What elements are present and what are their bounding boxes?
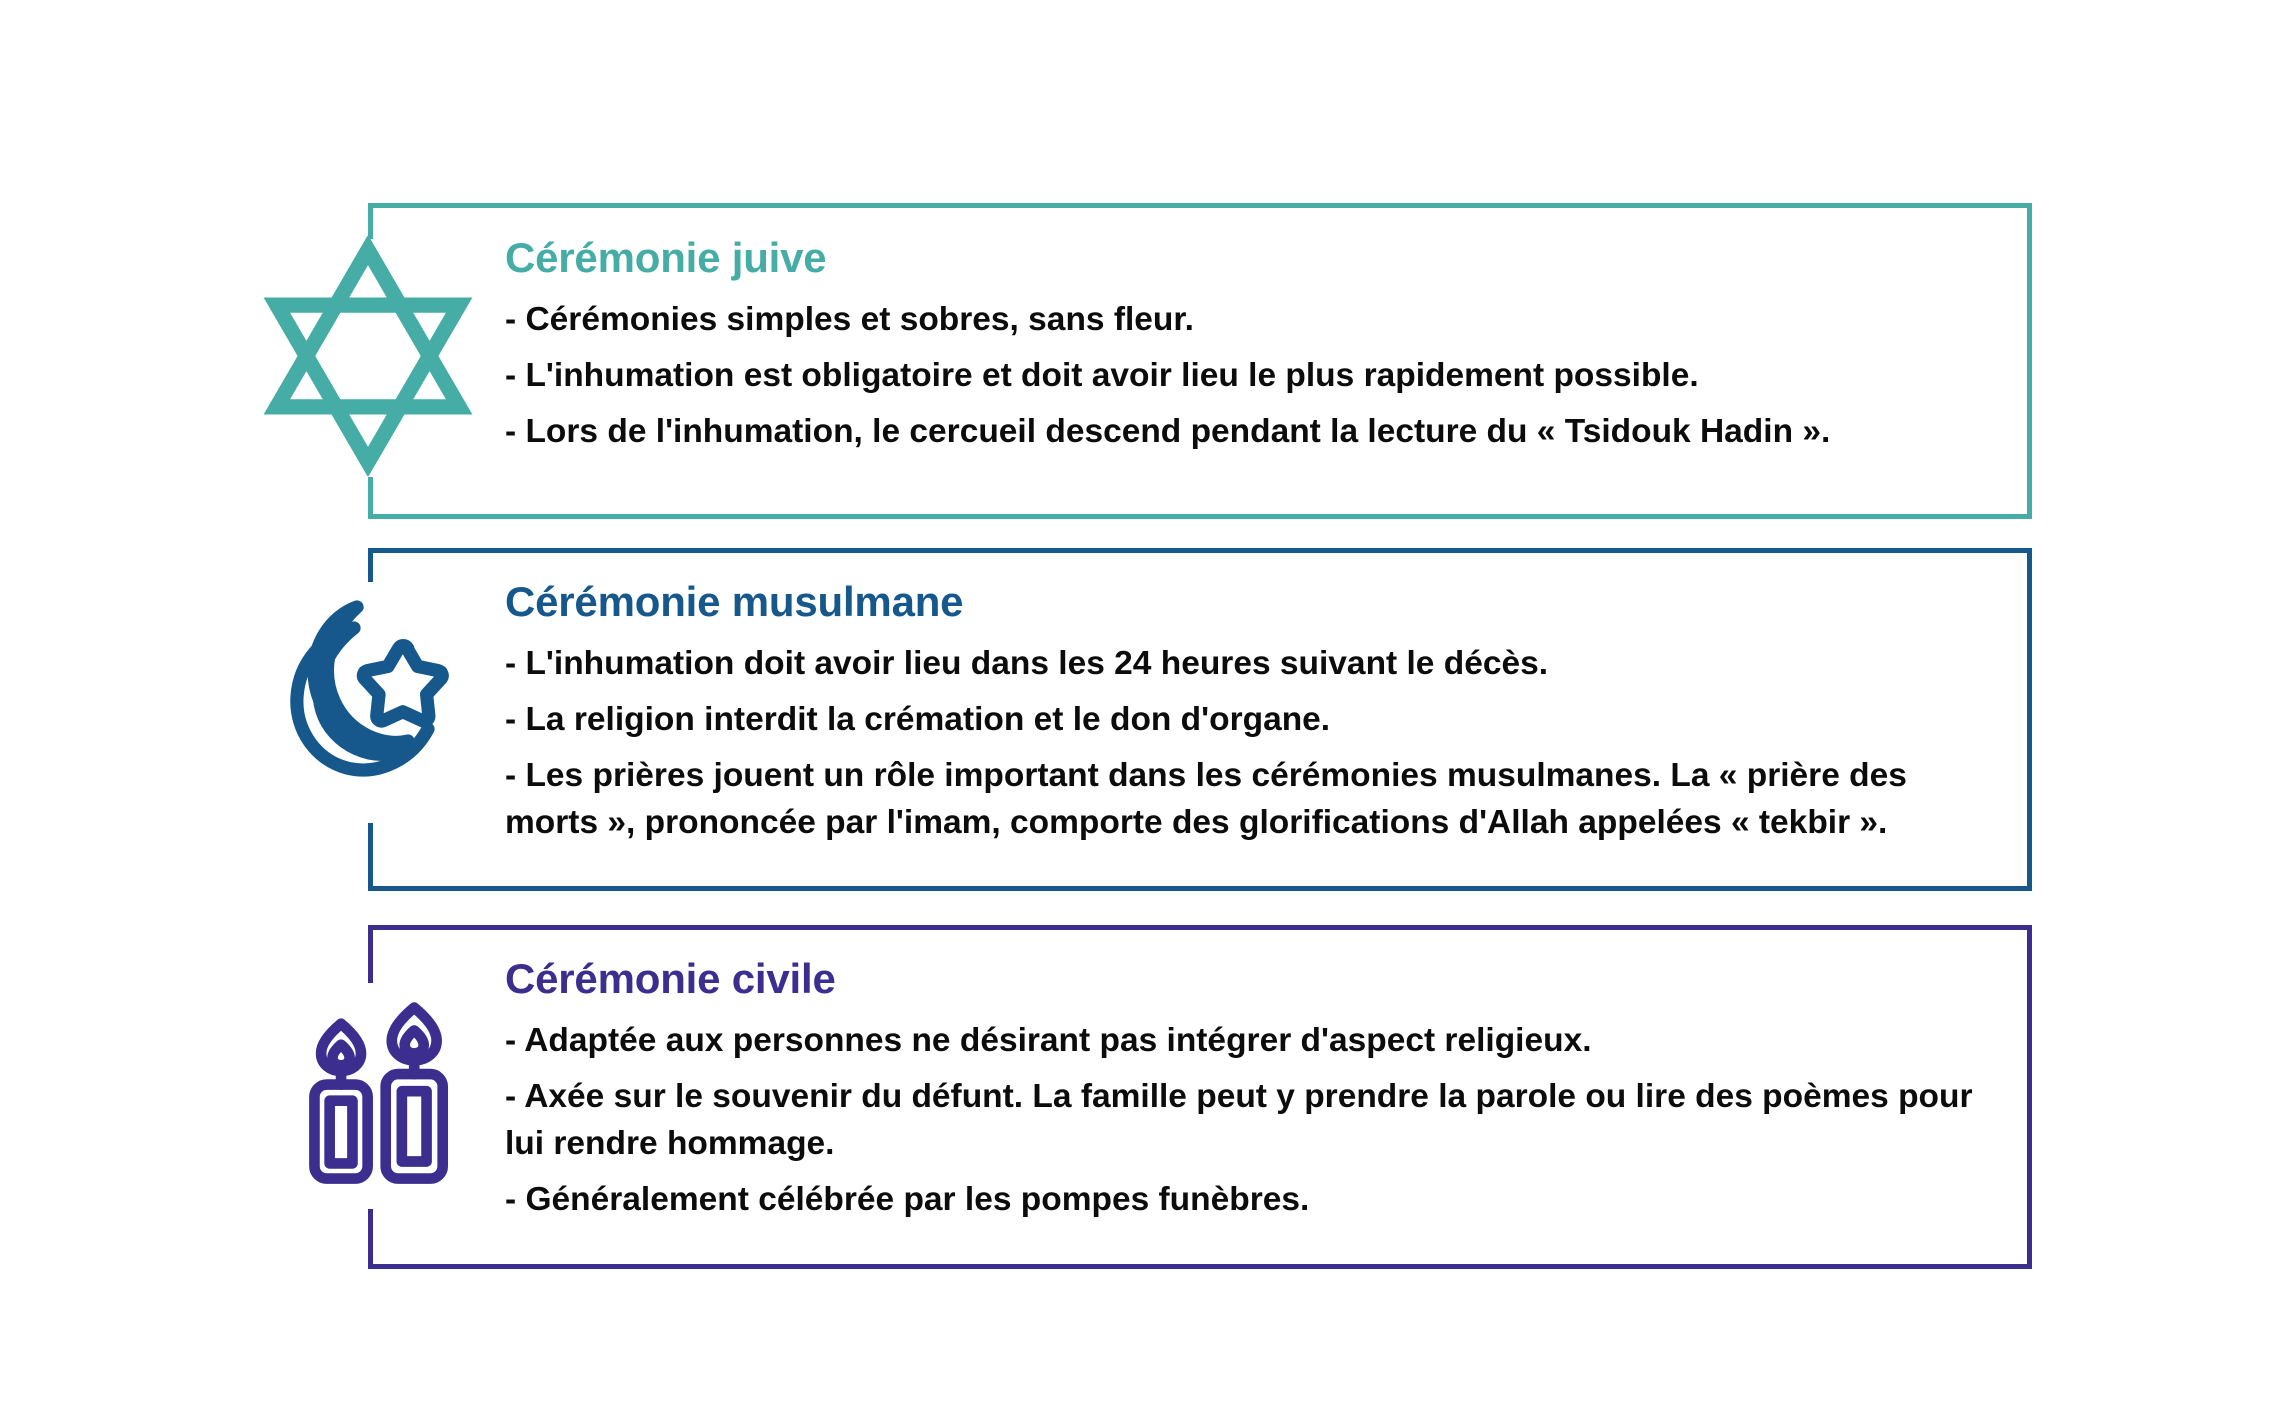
card-title-musulmane: Cérémonie musulmane [505, 578, 964, 625]
card-border-left-lower [368, 823, 373, 891]
card-border-right [2027, 925, 2032, 1269]
card-border-bottom [368, 514, 2032, 519]
card-content-musulmane [505, 578, 1985, 847]
card-border-left-upper [368, 548, 373, 582]
two-candles-icon [300, 1000, 460, 1190]
bullet-item: - Adaptée aux personnes ne désirant pas intégrer d'aspect religieux. [505, 1022, 1592, 1060]
card-border-top [368, 548, 2032, 553]
card-border-left-upper [368, 203, 373, 239]
card-border-bottom [368, 1264, 2032, 1269]
card-border-bottom [368, 886, 2032, 891]
bullet-item: - L'inhumation doit avoir lieu dans les 24 heures suivant le décès. [505, 645, 1549, 683]
card-border-left-lower [368, 477, 373, 519]
card-border-right [2027, 548, 2032, 891]
bullet-item: - Généralement célébrée par les pompes funèbres. [505, 1180, 1310, 1218]
star-of-david-icon [262, 236, 474, 476]
card-title-juive: Cérémonie juive [505, 234, 827, 281]
bullet-list-juive [505, 297, 1985, 456]
card-border-left-upper [368, 925, 373, 983]
bullet-item: - Lors de l'inhumation, le cercueil descend pendant la lecture du « Tsidouk Hadin ». [505, 412, 1831, 450]
bullet-item: - Axée sur le souvenir du défunt. La famille peut y prendre la parole ou lire des poèmes pour lui rendre hommage. [505, 1077, 1973, 1162]
card-border-top [368, 203, 2032, 208]
card-content-juive [505, 234, 1985, 456]
bullet-item: - L'inhumation est obligatoire et doit avoir lieu le plus rapidement possible. [505, 356, 1699, 394]
bullet-list-musulmane [505, 641, 1985, 847]
card-content-civile [505, 955, 1985, 1224]
card-title-civile: Cérémonie civile [505, 955, 836, 1002]
bullet-list-civile [505, 1018, 1985, 1224]
bullet-item: - La religion interdit la crémation et le don d'organe. [505, 700, 1331, 738]
bullet-item: - Les prières jouent un rôle important dans les cérémonies musulmanes. La « prière des morts », prononcée par l'imam, comporte des glorifications d'Allah appelées « tekbir ». [505, 756, 1907, 841]
card-border-top [368, 925, 2032, 930]
bullet-item: - Cérémonies simples et sobres, sans fleur. [505, 301, 1194, 339]
card-border-left-lower [368, 1209, 373, 1269]
card-border-right [2027, 203, 2032, 519]
crescent-moon-star-icon [284, 588, 484, 788]
